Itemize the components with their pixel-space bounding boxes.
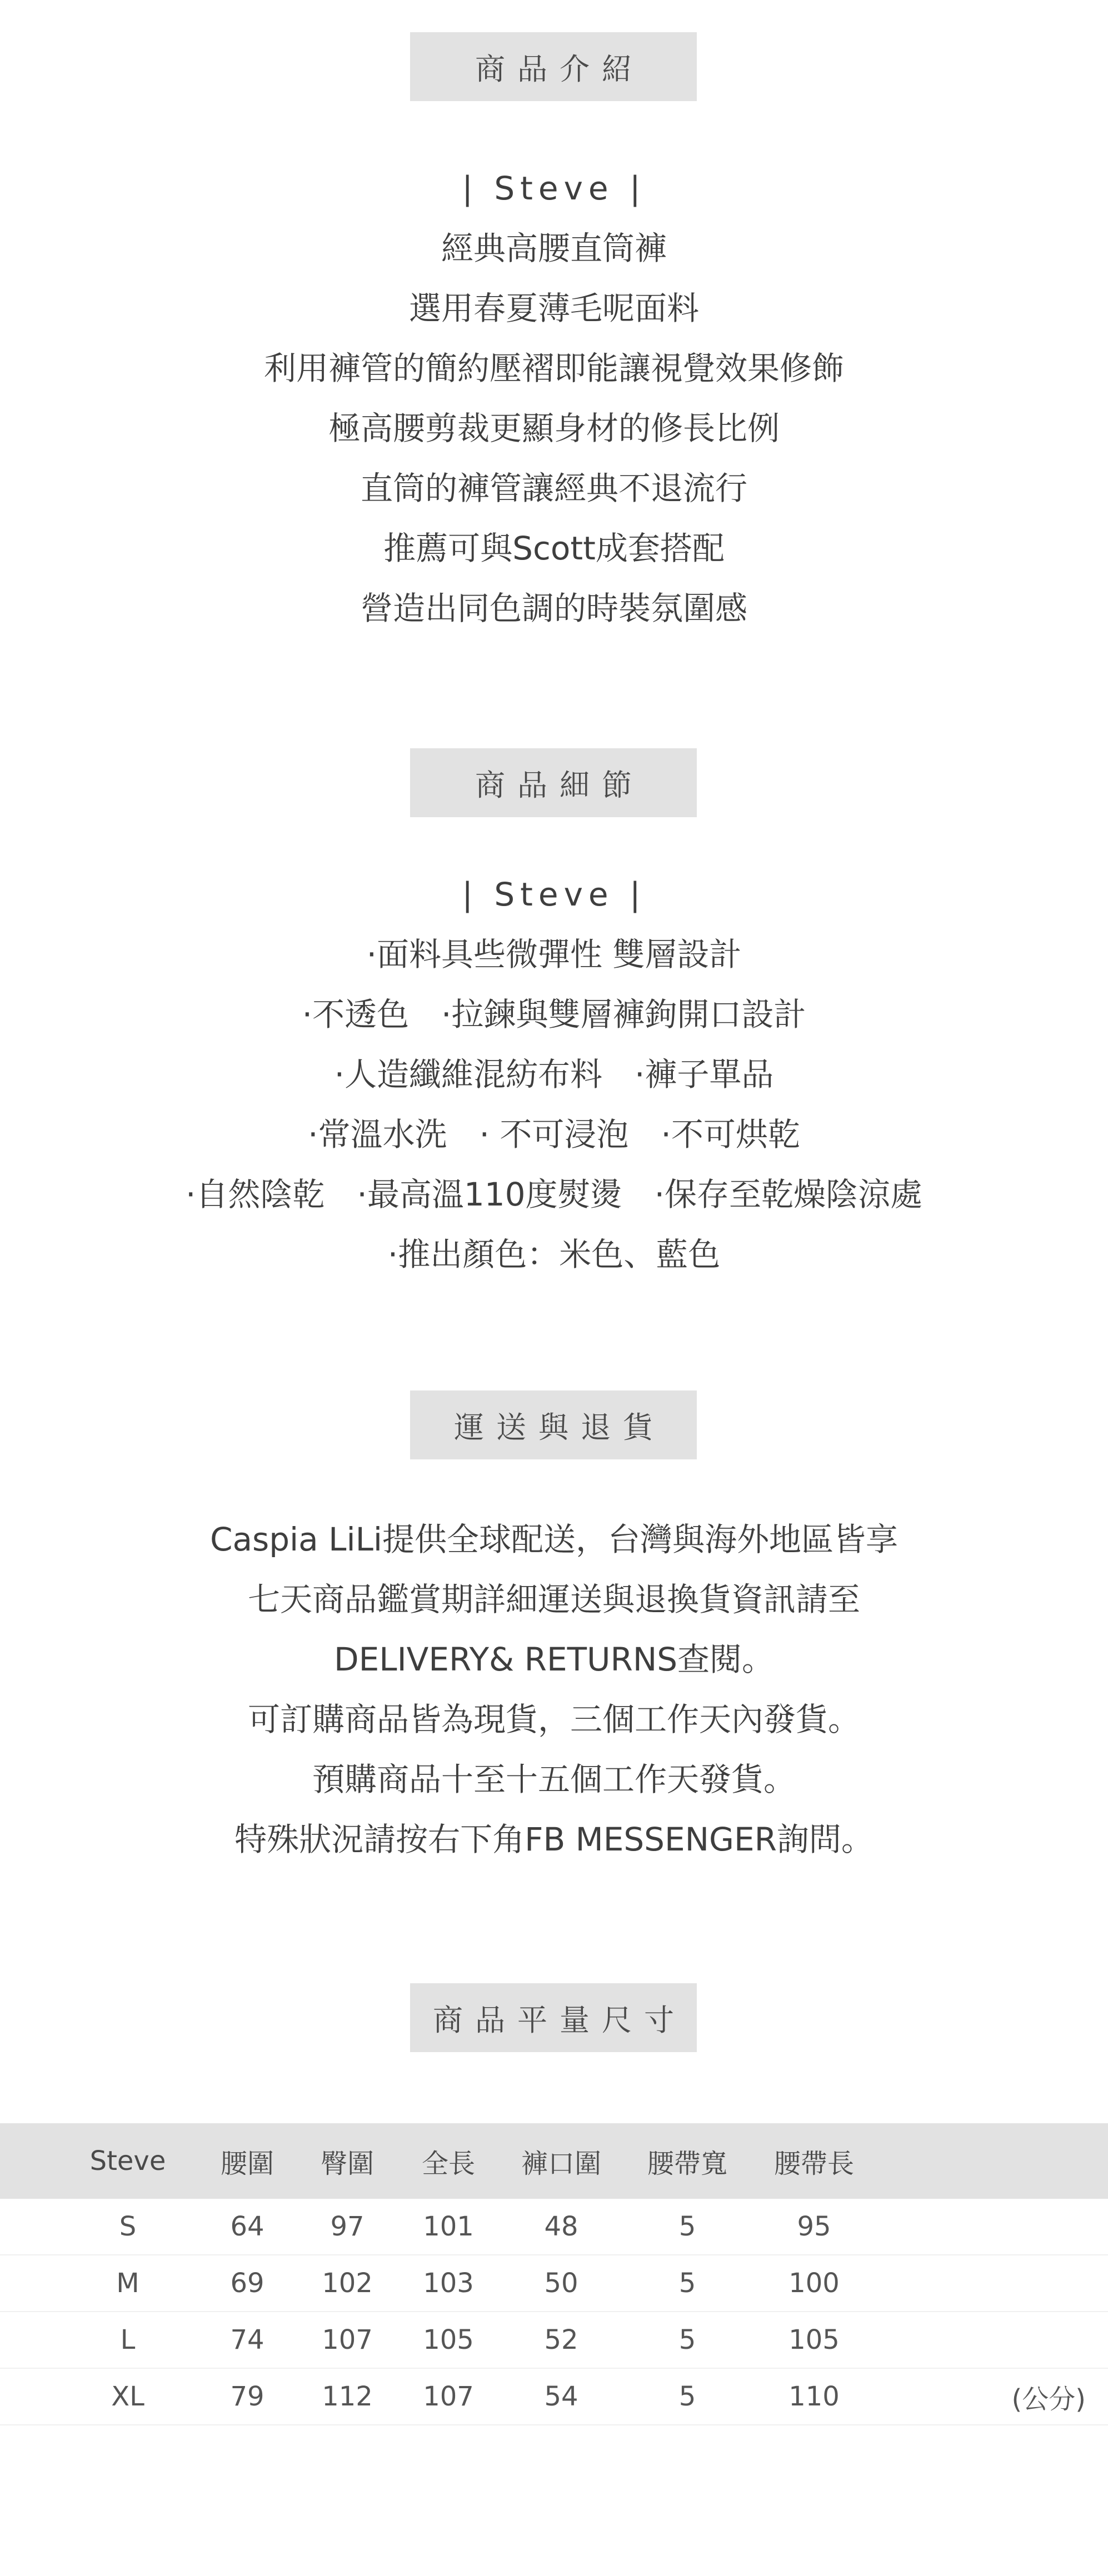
details-line: ·推出顏色：米色、藍色 — [387, 1236, 721, 1273]
intro-line-brand: | Steve | — [462, 169, 646, 207]
shipping-line: 七天商品鑑賞期詳細運送與退換貨資訊請至 — [247, 1580, 860, 1618]
table-cell: 5 — [678, 2211, 696, 2242]
table-cell: 97 — [330, 2211, 365, 2242]
intro-line: 選用春夏薄毛呢面料 — [408, 289, 699, 327]
details-text-block — [0, 864, 1108, 1284]
details-line: ·人造纖維混紡布料 ·褲子單品 — [334, 1056, 774, 1093]
header-cell-hip: 臀圍 — [320, 2148, 374, 2179]
size-label: L — [120, 2324, 136, 2355]
table-cell: 54 — [544, 2381, 578, 2412]
header-cell-waist: 腰圍 — [220, 2148, 274, 2179]
header-cell-hem: 褲口圍 — [521, 2148, 601, 2179]
intro-line: 極高腰剪裁更顯身材的修長比例 — [328, 409, 780, 447]
shipping-text-block — [0, 1509, 1108, 1869]
table-cell: 50 — [544, 2268, 578, 2299]
table-row — [0, 2255, 1108, 2312]
size-label: S — [119, 2211, 137, 2242]
shipping-line: 預購商品十至十五個工作天發貨。 — [312, 1760, 796, 1798]
table-cell: 79 — [230, 2381, 264, 2412]
size-label: XL — [111, 2381, 144, 2412]
shipping-line: 特殊狀況請按右下角FB MESSENGER詢問。 — [234, 1820, 874, 1858]
table-row — [0, 2312, 1108, 2369]
shipping-line: DELIVERY& RETURNS查閱。 — [333, 1640, 775, 1678]
size-table-header — [0, 2123, 1108, 2199]
table-cell: 5 — [678, 2381, 696, 2412]
shipping-line: Caspia LiLi提供全球配送，台灣與海外地區皆享 — [209, 1520, 899, 1558]
table-cell: 102 — [322, 2268, 373, 2299]
table-cell: 52 — [544, 2324, 578, 2355]
unit-label: (公分) — [1011, 2383, 1086, 2415]
header-cell-belt-width: 腰帶寬 — [647, 2148, 727, 2179]
details-line: ·面料具些微彈性 雙層設計 — [366, 936, 742, 973]
table-cell: 105 — [788, 2324, 840, 2355]
table-cell: 74 — [230, 2324, 264, 2355]
section-heading-size: 商品平量尺寸 — [410, 1983, 697, 2052]
section-heading-intro: 商品介紹 — [410, 32, 697, 101]
header-cell-model: Steve — [89, 2145, 166, 2177]
size-label: M — [116, 2268, 139, 2299]
table-cell: 107 — [423, 2381, 474, 2412]
table-cell: 101 — [423, 2211, 474, 2242]
table-cell: 105 — [423, 2324, 474, 2355]
table-cell: 5 — [678, 2268, 696, 2299]
table-cell: 64 — [230, 2211, 264, 2242]
table-row — [0, 2369, 1108, 2425]
table-cell: 107 — [322, 2324, 373, 2355]
table-cell: 100 — [788, 2268, 840, 2299]
table-cell: 112 — [322, 2381, 373, 2412]
intro-line: 推薦可與Scott成套搭配 — [383, 529, 725, 567]
intro-line: 利用褲管的簡約壓褶即能讓視覺效果修飾 — [263, 349, 844, 387]
intro-line: 經典高腰直筒褲 — [441, 229, 667, 267]
table-cell: 95 — [797, 2211, 831, 2242]
intro-line: 直筒的褲管讓經典不退流行 — [360, 469, 747, 507]
intro-line: 營造出同色調的時裝氛圍感 — [360, 589, 747, 627]
table-cell: 48 — [544, 2211, 578, 2242]
table-cell: 69 — [230, 2268, 264, 2299]
intro-text-block — [0, 158, 1108, 638]
details-line: ·常溫水洗 · 不可浸泡 ·不可烘乾 — [308, 1116, 800, 1153]
table-cell: 5 — [678, 2324, 696, 2355]
details-line: ·自然陰乾 ·最高溫110度熨燙 ·保存至乾燥陰涼處 — [185, 1176, 922, 1213]
table-row — [0, 2199, 1108, 2255]
section-heading-shipping: 運送與退貨 — [410, 1390, 697, 1459]
details-line: ·不透色 ·拉鍊與雙層褲鉤開口設計 — [302, 996, 806, 1033]
header-cell-belt-length: 腰帶長 — [773, 2148, 854, 2179]
size-table — [0, 2123, 1108, 2425]
section-heading-details: 商品細節 — [410, 748, 697, 817]
table-cell: 110 — [788, 2381, 840, 2412]
header-cell-length: 全長 — [421, 2148, 475, 2179]
table-cell: 103 — [423, 2268, 474, 2299]
details-line-brand: | Steve | — [462, 876, 646, 913]
shipping-line: 可訂購商品皆為現貨，三個工作天內發貨。 — [247, 1700, 860, 1738]
